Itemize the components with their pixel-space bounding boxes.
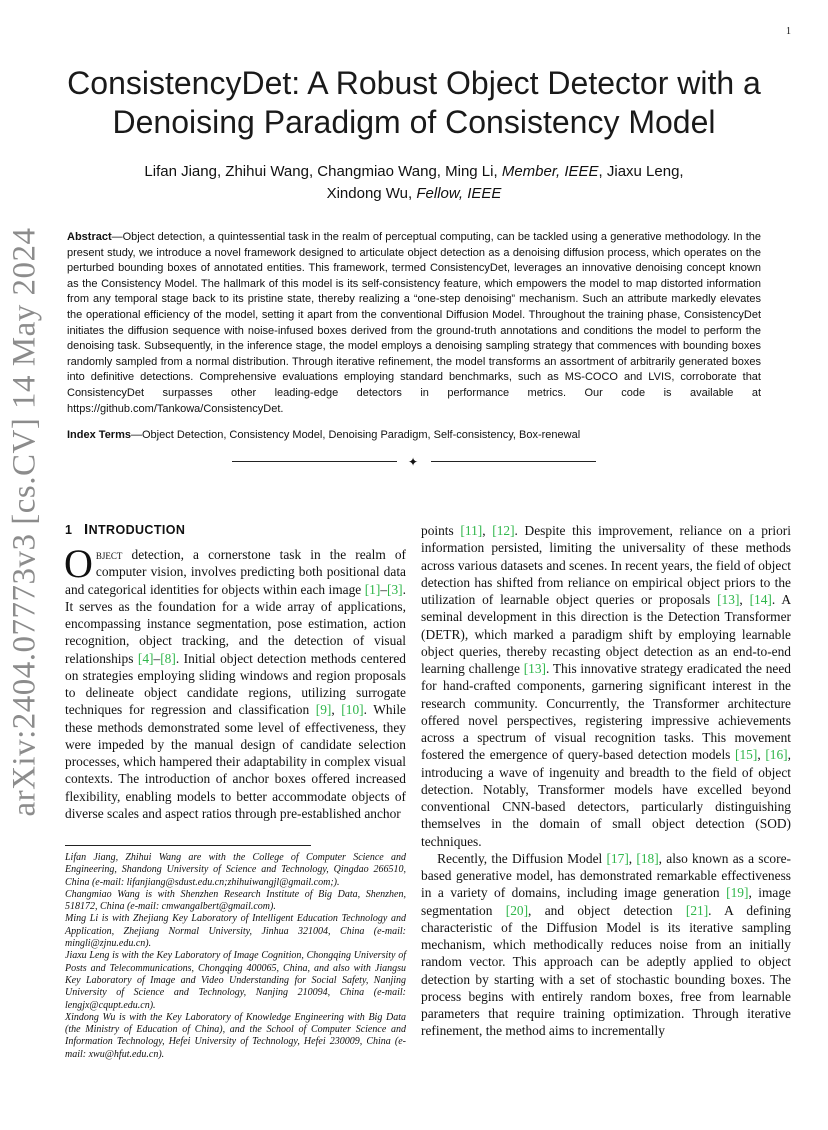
footnote: Xindong Wu is with the Key Laboratory of Knowledge Engineering with Big Data (the Ministry of Education of China), and the School of Computer Science and Information Technology, Hefei University of Technology, Hefei 230009, China (e-mail: xwu@hfut.edu.cn).: [65, 1011, 406, 1060]
body-text: ,: [331, 702, 342, 718]
arxiv-stamp-text: arXiv:2404.07773v3 [cs.CV] 14 May 2024: [6, 227, 43, 817]
authors-line1-names: Lifan Jiang, Zhihui Wang, Changmiao Wang, Ming Li,: [144, 163, 502, 180]
footnote-rule: [65, 845, 311, 846]
body-text: ,: [739, 592, 750, 607]
citation-link[interactable]: [9]: [315, 702, 332, 718]
footnote: Changmiao Wang is with Shenzhen Research Institute of Big Data, Shenzhen, 518172, China (e-mail: cmwangalbert@gmail.com).: [65, 888, 406, 913]
body-text: ,: [628, 850, 637, 866]
footnotes: [65, 852, 406, 1061]
section-heading: [65, 521, 185, 538]
body-text: ,: [757, 747, 766, 763]
citation-link[interactable]: [4]: [137, 650, 154, 666]
body-text: ,: [482, 523, 493, 538]
authors-line2-role: Fellow, IEEE: [416, 185, 502, 202]
index-terms-text: —Object Detection, Consistency Model, Denoising Paradigm, Self-consistency, Box-renewal: [131, 429, 581, 441]
divider-line-right: [431, 461, 596, 462]
authors-line1-tail: , Jiaxu Leng,: [598, 163, 684, 180]
author-list: [90, 161, 738, 205]
section-title-initial: I: [83, 521, 89, 538]
footnote: Ming Li is with Zhejiang Key Laboratory of Intelligent Education Technology and Application, Zhejiang Normal University, Jinhua 321004, China (e-mail: mingli@zjnu.edu.cn).: [65, 913, 406, 950]
body-text: . A seminal development in this direction is the Detection Transformer (DETR), which marked a paradigm shift by employing learnable object queries, thereby recasting object detection as an end-to-end learning challenge: [421, 592, 791, 676]
body-text: , and object detection: [528, 902, 686, 918]
page-number: 1: [786, 26, 791, 37]
citation-link[interactable]: [16]: [765, 747, 788, 763]
body-text: , introducing a wave of ingenuity and breadth to the field of object detection. Notably, Transformer models have excelled beyond conventional CNN-based detectors, particularly distinguishing themselves in the domain of small object detection (SOD) techniques.: [421, 747, 791, 849]
divider-line-left: [232, 461, 397, 462]
body-text: points: [421, 523, 461, 538]
index-terms-label: Index Terms: [67, 429, 131, 441]
section-divider: [232, 456, 596, 468]
citation-link[interactable]: [3]: [387, 581, 403, 597]
body-text: . A defining characteristic of the Diffusion Model is its iterative sampling mechanism, which methodically reduces noise from an initially random vector. This approach can be adeptly applied to object detection by starting with a set of stochastic bounding boxes. The process begins with entirely random boxes, free from learnable parameters that require training optimization. Through iterative refinement, the method aims to incrementally: [421, 902, 791, 1039]
paragraph-continued: [421, 522, 791, 850]
citation-link[interactable]: [14]: [749, 592, 772, 607]
citation-link[interactable]: [21]: [685, 902, 709, 918]
divider-diamond-icon: ✦: [408, 455, 419, 469]
body-text: –: [153, 650, 161, 666]
smallcaps-word: bject: [95, 547, 123, 562]
citation-link[interactable]: [17]: [606, 850, 629, 866]
section-title-rest: NTRODUCTION: [88, 523, 186, 537]
body-text: . This innovative strategy eradicated the need for hand-crafted components, garnering significant interest in the research community. Concurrently, the Transformer architecture offered novel perspectives, registering impressive achievements across a spectrum of visual recognition tasks. This movement fostered the emergence of query-based detection models: [421, 661, 791, 763]
paragraph-diffusion: [421, 850, 791, 1040]
body-text: . Despite this improvement, reliance on a priori information persisted, limiting the universality of these methods across various datasets and scenes. In recent years, the field of object detection has shifted from reliance on empirical object priors to the utilization of learnable object queries or proposals: [421, 523, 791, 607]
arxiv-stamp: [2, 227, 48, 817]
footnote: Jiaxu Leng is with the Key Laboratory of Image Cognition, Chongqing University of Posts and Telecommunications, Chongqing 400065, China, and also with Jiangsu Key Laboratory of Image and Video Understanding for Social Safety, Nanjing University of Science and Technology, Nanjing 210094, China (e-mail: lengjx@cqupt.edu.cn).: [65, 950, 406, 1011]
paragraph-intro: [64, 541, 407, 822]
citation-link[interactable]: [8]: [160, 650, 176, 666]
right-column: [421, 522, 791, 1040]
body-text: . While these methods demonstrated some level of effectiveness, they were impeded by the manual design of candidate selection processes, which hampered their adaptability in complex visual contexts. The introduction of anchor boxes offered increased flexibility, enabling models to better accommodate objects of diverse scales and aspect ratios through pre-established anchor: [65, 702, 407, 821]
abstract: [67, 230, 761, 417]
authors-line1-role: Member, IEEE: [501, 163, 599, 180]
drop-cap: O: [64, 541, 93, 586]
paper-title: ConsistencyDet: A Robust Object Detector with a Denoising Paradigm of Consistency Model: [67, 65, 761, 140]
citation-link[interactable]: [15]: [735, 747, 758, 763]
citation-link[interactable]: [1]: [364, 581, 381, 597]
body-text: –: [380, 581, 388, 597]
abstract-text: —Object detection, a quintessential task in the realm of perceptual computing, can be tackled using a generative methodology. In the present study, we introduce a novel framework designed to articulate object detection as a denoising diffusion process, which operates on the perturbed bounding boxes of annotated entities. This framework, termed ConsistencyDet, leverages an innovative denoising concept known as the Consistency Model. The hallmark of this model is its self-consistency feature, which empowers the model to map distorted information from any temporal stage back to its pristine state, thereby realizing a “one-step denoising” mechanism. Such an attribute markedly elevates the operational efficiency of the model, setting it apart from the conventional Diffusion Model. Throughout the training phase, ConsistencyDet initiates the diffusion sequence with noise-infused boxes derived from the ground-truth annotations and conditions the model to perform the denoising task. Subsequently, in the inference stage, the model employs a denoising sampling strategy that commences with bounding boxes randomly sampled from a normal distribution. Through iterative refinement, the model transforms an assortment of arbitrarily generated boxes into definitive detections. Comprehensive evaluations employing standard benchmarks, such as MS-COCO and LVIS, corroborate that ConsistencyDet surpasses other leading-edge detectors in performance metrics. Our code is available at https://github.com/Tankowa/ConsistencyDet.: [67, 231, 761, 415]
body-text: . Initial object detection methods centered on strategies employing sliding windows and region proposals to delineate object candidate regions, utilizing surrogate techniques for regression and classification: [65, 650, 406, 718]
citation-link[interactable]: [12]: [492, 523, 515, 538]
citation-link[interactable]: [19]: [726, 885, 749, 901]
body-text: . It serves as the foundation for a wide array of applications, encompassing instance segmentation, pose estimation, action recognition, object tracking, and the detection of visual relationships: [65, 581, 406, 666]
body-text: detection, a cornerstone task in the realm of computer vision, involves predicting both positional data and categorical identities for objects within each image: [65, 547, 406, 597]
citation-link[interactable]: [18]: [636, 850, 659, 866]
authors-line2-names: Xindong Wu,: [326, 185, 417, 202]
body-text: Recently, the Diffusion Model: [437, 850, 607, 866]
citation-link[interactable]: [13]: [717, 592, 740, 607]
section-number: 1: [65, 523, 73, 537]
abstract-label: Abstract: [67, 231, 112, 243]
body-text: , image segmentation: [421, 885, 791, 918]
index-terms: [67, 428, 761, 443]
citation-link[interactable]: [20]: [505, 902, 529, 918]
left-column: [64, 541, 407, 822]
citation-link[interactable]: [13]: [523, 661, 546, 676]
citation-link[interactable]: [10]: [341, 702, 364, 718]
footnote: Lifan Jiang, Zhihui Wang are with the College of Computer Science and Engineering, Shandong University of Science and Technology, Qingdao 266510, China (e-mail: lifanjiang@sdust.edu.cn;zhihuiwangjl@gmail.com;).: [65, 852, 406, 888]
citation-link[interactable]: [11]: [460, 523, 483, 538]
body-text: , also known as a score-based generative model, has demonstrated remarkable effectiveness in a variety of domains, including image generation: [421, 850, 791, 901]
